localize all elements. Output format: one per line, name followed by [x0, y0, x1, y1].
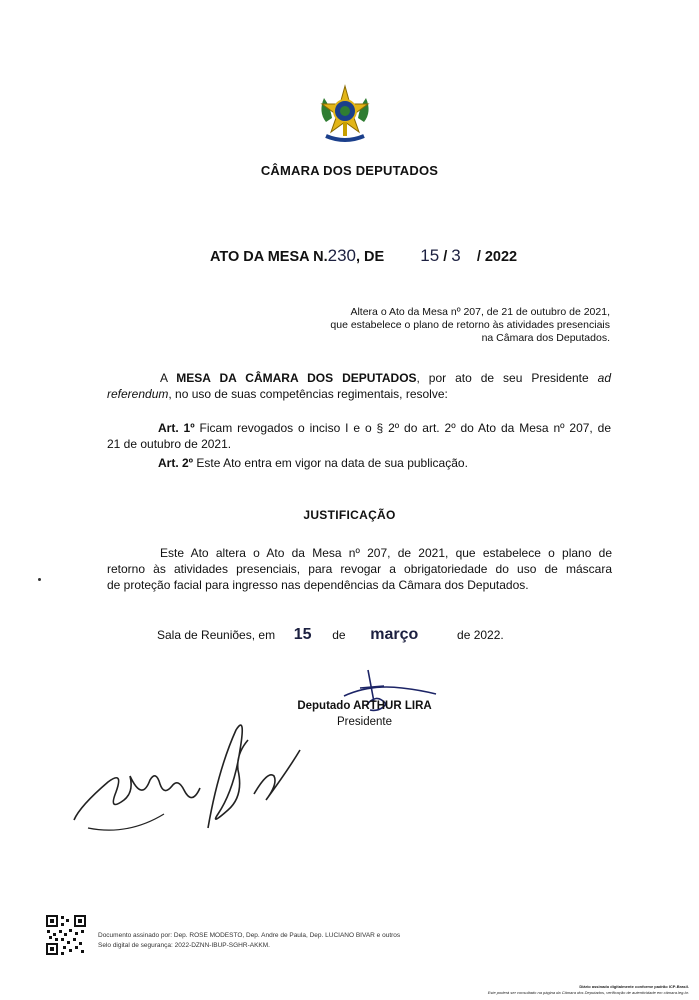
- article-2-label: Art. 2º: [158, 456, 194, 470]
- article-1-line-2: 21 de outubro de 2021.: [107, 437, 232, 451]
- footer-signed-by: Documento assinado por: Dep. ROSE MODESTO, Dep. Andre de Paula, Dep. LUCIANO BIVAR e outros: [98, 932, 401, 939]
- stray-mark: [38, 578, 41, 581]
- handwritten-signature: [68, 710, 303, 840]
- ementa-line-2: que estabelece o plano de retorno às atividades presenciais: [330, 319, 610, 331]
- resolve-ad: ad: [597, 371, 611, 385]
- qr-code-icon: [45, 914, 87, 956]
- closing-place: Sala de Reuniões, em: [157, 628, 276, 642]
- article-1-text: Ficam revogados o inciso I e o § 2º do art. 2º do Ato da Mesa nº 207, de: [194, 421, 611, 435]
- ementa-line-1: Altera o Ato da Mesa nº 207, de 21 de outubro de 2021,: [350, 306, 610, 318]
- closing-year: de 2022.: [457, 628, 504, 642]
- resolve-paragraph-line-2: [107, 386, 612, 402]
- signatory-role: Presidente: [337, 716, 392, 728]
- article-1-line-1: [158, 420, 611, 436]
- justification-line-3: de proteção facial para ingresso nas dependências da Câmara dos Deputados.: [107, 578, 529, 592]
- closing-month: março: [370, 626, 419, 643]
- resolve-mid: , por ato de seu Presidente: [416, 371, 598, 385]
- justification-line-2: retorno às atividades presenciais, para revogar a obrigatoriedade do uso de máscara: [107, 562, 612, 576]
- justification-line-1: Este Ato altera o Ato da Mesa nº 207, de 2021, que estabelece o plano de: [160, 546, 612, 560]
- signatory-name: Deputado ARTHUR LIRA: [297, 700, 432, 712]
- resolve-rest: , no uso de suas competências regimentais, resolve:: [168, 387, 448, 401]
- footer-seal: Selo digital de segurança: 2022-DZNN-IBUP-SGHR-AKKM.: [98, 942, 270, 949]
- digital-stamp-line-2: Este poderá ser consultado na página da Câmara dos Deputados, verificação de autenticidade em câmara.leg.br.: [487, 990, 689, 995]
- act-prefix: ATO DA MESA N.: [210, 249, 328, 265]
- act-number: 230: [327, 246, 356, 265]
- justification-title: JUSTIFICAÇÃO: [303, 508, 396, 522]
- digital-stamp-line-1: Diário assinado digitalmente conforme padrão ICP-Brasil.: [579, 984, 689, 989]
- resolve-mesa: MESA DA CÂMARA DOS DEPUTADOS: [176, 371, 417, 385]
- brazil-coat-of-arms-icon: [312, 82, 378, 148]
- article-1-label: Art. 1º: [158, 421, 195, 435]
- act-day: 15: [420, 246, 440, 265]
- ementa-line-3: na Câmara dos Deputados.: [481, 332, 610, 344]
- closing-de: de: [332, 628, 346, 642]
- act-sep: /: [443, 249, 448, 265]
- resolve-referendum: referendum: [107, 387, 169, 401]
- article-2-text: Este Ato entra em vigor na data de sua publicação.: [193, 456, 468, 470]
- act-de: , DE: [356, 249, 385, 265]
- small-signature: [340, 666, 440, 722]
- closing-date-line: [157, 626, 504, 644]
- closing-day: 15: [293, 626, 312, 643]
- act-title: [210, 246, 517, 266]
- resolve-paragraph-line-1: [160, 370, 611, 386]
- act-month: 3: [451, 246, 461, 265]
- resolve-intro: A: [160, 371, 177, 385]
- chamber-name: CÂMARA DOS DEPUTADOS: [260, 163, 439, 178]
- act-year: / 2022: [476, 249, 518, 265]
- article-2: [158, 455, 618, 471]
